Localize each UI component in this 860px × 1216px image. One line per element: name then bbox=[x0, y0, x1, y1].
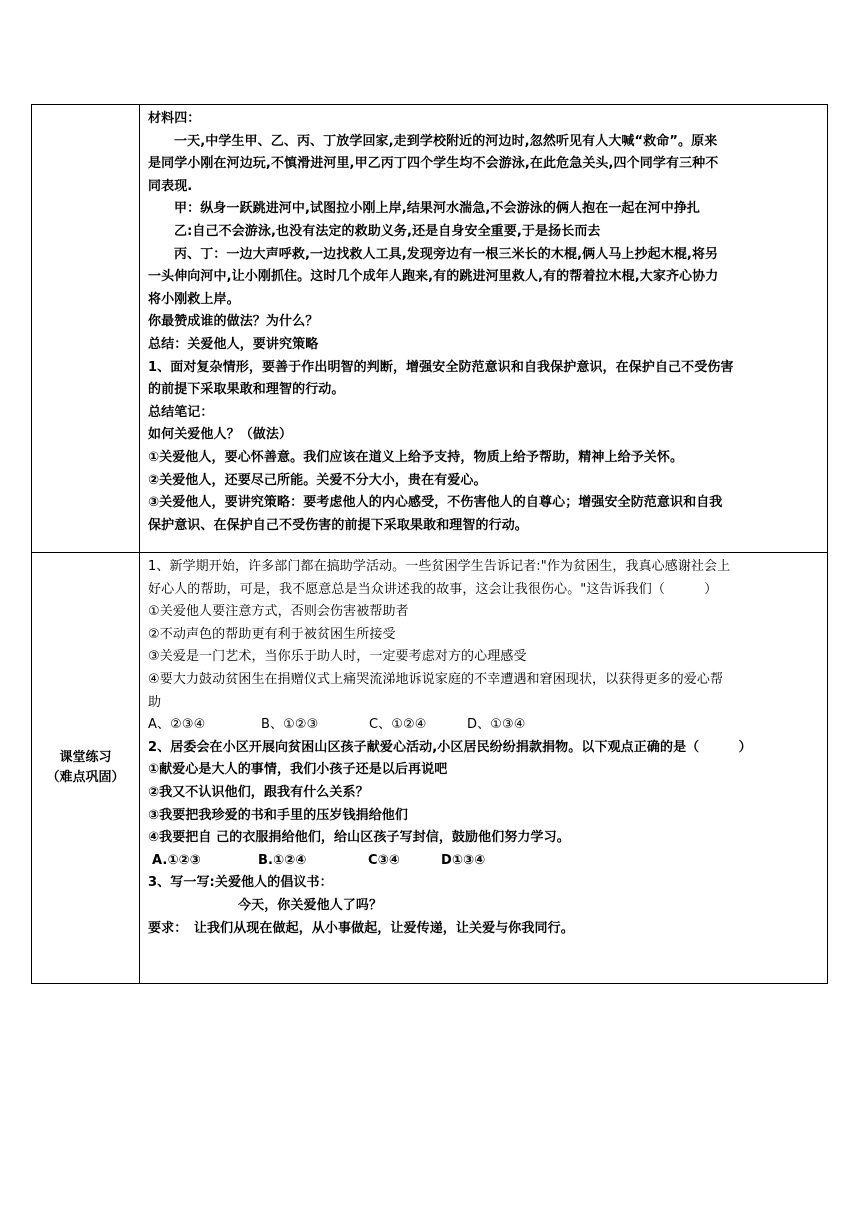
story-line: 同表现. bbox=[148, 178, 193, 194]
practice-row bbox=[32, 553, 827, 983]
question-3-stem: 3、写一写:关爱他人的倡议书： bbox=[148, 875, 333, 891]
how-item: ①关爱他人，要心怀善意。我们应该在道义上给予支持，物质上给予帮助，精神上给予关怀。 bbox=[148, 449, 684, 465]
how-item: ②关爱他人，还要尽己所能。关爱不分大小，贵在有爱心。 bbox=[148, 472, 487, 488]
question-1-option: ④要大力鼓动贫困生在捐赠仪式上痛哭流涕地诉说家庭的不幸遭遇和窘困现状，以获得更多的爱心帮 bbox=[148, 671, 724, 687]
practice-label-cell bbox=[32, 553, 139, 983]
practice-content-cell bbox=[141, 553, 827, 983]
choice-c: C③④ bbox=[368, 852, 400, 868]
question-1-option: ②不动声色的帮助更有利于被贫困生所接受 bbox=[148, 626, 396, 642]
proposal-requirement: 要求： 让我们从现在做起，从小事做起，让爱传递，让关爱与你我同行。 bbox=[148, 920, 574, 936]
choice-c: C、①②④ bbox=[369, 717, 427, 733]
material-row bbox=[32, 105, 827, 553]
choice-d: D、①③④ bbox=[467, 717, 526, 733]
question-1-stem: 1、新学期开始，许多部门都在搞助学活动。一些贫困学生告诉记者:"作为贫困生，我真心感谢社会上 bbox=[148, 559, 731, 574]
question-1-choices bbox=[148, 714, 823, 737]
question-1-option: ①关爱他人要注意方式，否则会伤害被帮助者 bbox=[148, 604, 409, 620]
how-item: 保护意识、在保护自己不受伤害的前提下采取果敢和理智的行动。 bbox=[148, 517, 528, 533]
summary-point: 的前提下采取果敢和理智的行动。 bbox=[148, 382, 345, 398]
question-1-option: 助 bbox=[148, 694, 162, 710]
practice-sublabel: （难点巩固） bbox=[46, 770, 125, 785]
practice-label: 课堂练习 bbox=[59, 750, 112, 765]
student-bingding-text: 将小刚救上岸。 bbox=[148, 291, 240, 307]
question-2-stem: 2、居委会在小区开展向贫困山区孩子献爱心活动,小区居民纷纷捐款捐物。以下观点正确的是（ ） bbox=[148, 739, 752, 755]
student-yi-text: 乙:自己不会游泳,也没有法定的救助义务,还是自身安全重要,于是扬长而去 bbox=[174, 223, 601, 239]
question-2-option: ①献爱心是大人的事情，我们小孩子还是以后再说吧 bbox=[148, 762, 448, 778]
how-title: 如何关爱他人？（做法） bbox=[148, 427, 293, 443]
discussion-question: 你最赞成谁的做法？为什么？ bbox=[148, 314, 319, 330]
choice-d: D①③④ bbox=[441, 852, 486, 868]
material-title: 材料四： bbox=[148, 111, 201, 126]
question-2-option: ③我要把我珍爱的书和手里的压岁钱捐给他们 bbox=[148, 807, 409, 823]
column-divider bbox=[139, 105, 140, 552]
proposal-title: 今天，你关爱他人了吗？ bbox=[238, 897, 383, 913]
lesson-table bbox=[31, 104, 828, 984]
how-item: ③关爱他人，要讲究策略：要考虑他人的内心感受，不伤害他人的自尊心；增强安全防范意识和自我 bbox=[148, 495, 723, 511]
student-bingding-text: 一头伸向河中,让小刚抓住。这时几个成年人跑来,有的跳进河里救人,有的帮着拉木棍,大家齐心协力 bbox=[148, 269, 719, 285]
student-jia-text: 甲：纵身一跃跳进河中,试图拉小刚上岸,结果河水湍急,不会游泳的俩人抱在一起在河中挣扎 bbox=[174, 201, 701, 217]
notes-title: 总结笔记： bbox=[148, 404, 214, 420]
choice-b: B、①②③ bbox=[261, 717, 319, 733]
choice-b: B.①②④ bbox=[258, 852, 307, 868]
student-bingding-text: 丙、丁：一边大声呼救,一边找救人工具,发现旁边有一根三米长的木棍,俩人马上抄起木棍,将另 bbox=[174, 246, 719, 262]
column-divider bbox=[139, 553, 140, 983]
material-label-cell bbox=[32, 105, 139, 552]
choice-a: A、②③④ bbox=[148, 717, 206, 733]
material-content-cell bbox=[141, 105, 827, 552]
story-line: 一天,中学生甲、乙、丙、丁放学回家,走到学校附近的河边时,忽然听见有人大喊“救命”。原来 bbox=[174, 133, 718, 149]
choice-a: A.①②③ bbox=[152, 852, 201, 868]
story-line: 是同学小刚在河边玩,不慎滑进河里,甲乙丙丁四个学生均不会游泳,在此危急关头,四个同学有三种不 bbox=[148, 156, 719, 172]
question-2-choices bbox=[148, 850, 823, 873]
question-1-stem: 好心人的帮助，可是，我不愿意总是当众讲述我的故事，这会让我很伤心。"这告诉我们（ ） bbox=[148, 581, 718, 597]
summary-title: 总结：关爱他人，要讲究策略 bbox=[148, 336, 319, 352]
question-2-option: ④我要把自 己的衣服捐给他们，给山区孩子写封信，鼓励他们努力学习。 bbox=[148, 830, 570, 846]
summary-point: 1、面对复杂情形，要善于作出明智的判断，增强安全防范意识和自我保护意识，在保护自己不受伤害 bbox=[148, 359, 734, 375]
question-1-option: ③关爱是一门艺术，当你乐于助人时，一定要考虑对方的心理感受 bbox=[148, 649, 527, 665]
question-2-option: ②我又不认识他们，跟我有什么关系？ bbox=[148, 784, 369, 800]
